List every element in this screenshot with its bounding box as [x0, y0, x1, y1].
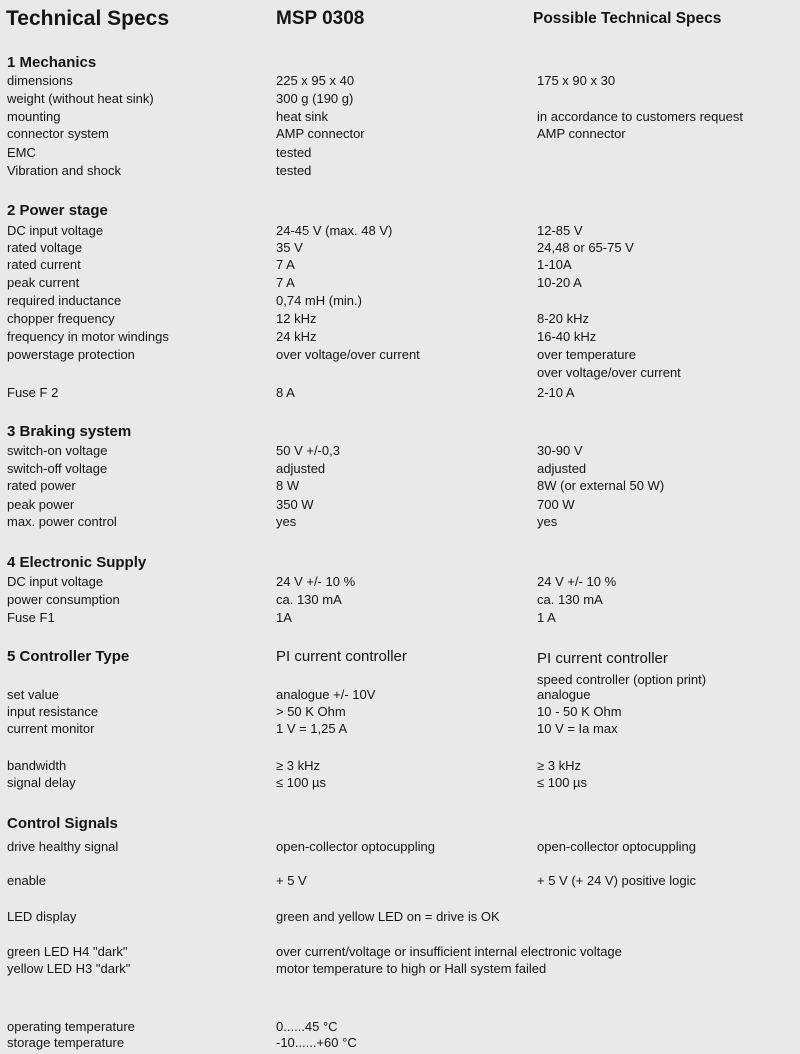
- spec-label: max. power control: [7, 514, 117, 529]
- spec-label: operating temperature: [7, 1019, 135, 1034]
- msp-value: 0,74 mH (min.): [276, 293, 362, 308]
- possible-value: AMP connector: [537, 126, 626, 141]
- msp-value: yes: [276, 514, 297, 529]
- spec-label: weight (without heat sink): [7, 91, 154, 106]
- msp-value: 24-45 V (max. 48 V): [276, 223, 393, 238]
- spec-label: dimensions: [7, 73, 73, 88]
- msp-value: > 50 K Ohm: [276, 704, 346, 719]
- msp-value: heat sink: [276, 109, 329, 124]
- page-title: Technical Specs: [6, 7, 170, 30]
- spec-label: EMC: [7, 145, 36, 160]
- possible-value: 1 A: [537, 610, 556, 625]
- possible-value: 24,48 or 65-75 V: [537, 240, 634, 255]
- msp-value: 24 kHz: [276, 329, 317, 344]
- spec-label: rated current: [7, 257, 81, 272]
- spec-label: powerstage protection: [7, 347, 135, 362]
- msp-value: 225 x 95 x 40: [276, 73, 355, 88]
- spec-label: enable: [7, 873, 47, 888]
- spec-label: switch-on voltage: [7, 443, 108, 458]
- msp-value: -10......+60 °C: [276, 1035, 357, 1050]
- msp-value: + 5 V: [276, 873, 307, 888]
- possible-value: over temperature: [537, 347, 636, 362]
- spec-label: drive healthy signal: [7, 839, 119, 854]
- spec-label: switch-off voltage: [7, 461, 108, 476]
- msp-value: adjusted: [276, 461, 326, 476]
- possible-value: analogue: [537, 687, 591, 702]
- msp-value: 0......45 °C: [276, 1019, 338, 1034]
- spec-label: green LED H4 "dark": [7, 944, 128, 959]
- spec-label: Vibration and shock: [7, 163, 121, 178]
- possible-value: speed controller (option print): [537, 672, 707, 687]
- msp-value: 300 g (190 g): [276, 91, 354, 106]
- section-controller-type: 5 Controller Type: [7, 648, 130, 665]
- spec-label: rated voltage: [7, 240, 83, 255]
- possible-specs-column-header: Possible Technical Specs: [533, 10, 722, 27]
- msp-value: 8 W: [276, 478, 300, 493]
- spec-label: signal delay: [7, 775, 76, 790]
- spec-label: current monitor: [7, 721, 95, 736]
- msp-value: 12 kHz: [276, 311, 317, 326]
- spec-label: rated power: [7, 478, 76, 493]
- msp-value: over current/voltage or insufficient internal electronic voltage: [276, 944, 622, 959]
- msp-value: 1A: [276, 610, 292, 625]
- msp-value: 7 A: [276, 275, 295, 290]
- spec-label: DC input voltage: [7, 223, 104, 238]
- msp-value: 350 W: [276, 497, 314, 512]
- possible-value: open-collector optocuppling: [537, 839, 696, 854]
- msp-value: ≥ 3 kHz: [276, 758, 320, 773]
- section-electronic-supply: 4 Electronic Supply: [7, 554, 147, 571]
- possible-value: 10 V = Ia max: [537, 721, 618, 736]
- spec-label: connector system: [7, 126, 109, 141]
- spec-label: Fuse F1: [7, 610, 55, 625]
- msp-value: motor temperature to high or Hall system failed: [276, 961, 547, 976]
- spec-label: DC input voltage: [7, 574, 104, 589]
- possible-value: yes: [537, 514, 558, 529]
- controller-type-msp: PI current controller: [276, 648, 407, 665]
- spec-label: peak power: [7, 497, 75, 512]
- possible-value: adjusted: [537, 461, 587, 476]
- msp-value: 35 V: [276, 240, 303, 255]
- spec-label: peak current: [7, 275, 80, 290]
- possible-value: 175 x 90 x 30: [537, 73, 616, 88]
- spec-label: power consumption: [7, 592, 120, 607]
- possible-value: 10-20 A: [537, 275, 582, 290]
- msp-value: 24 V +/- 10 %: [276, 574, 356, 589]
- msp-value: analogue +/- 10V: [276, 687, 376, 702]
- spec-label: yellow LED H3 "dark": [7, 961, 131, 976]
- msp-value: tested: [276, 163, 312, 178]
- msp-value: 7 A: [276, 257, 295, 272]
- msp-value: over voltage/over current: [276, 347, 420, 362]
- possible-value: ca. 130 mA: [537, 592, 603, 607]
- msp-value: ≤ 100 µs: [276, 775, 327, 790]
- spec-label: input resistance: [7, 704, 99, 719]
- possible-value: 700 W: [537, 497, 575, 512]
- controller-type-possible: PI current controller: [537, 650, 668, 667]
- spec-label: chopper frequency: [7, 311, 115, 326]
- possible-value: over voltage/over current: [537, 365, 681, 380]
- spec-label: LED display: [7, 909, 77, 924]
- section-power-stage: 2 Power stage: [7, 202, 108, 219]
- msp-value: 8 A: [276, 385, 295, 400]
- possible-value: + 5 V (+ 24 V) positive logic: [537, 873, 696, 888]
- spec-label: storage temperature: [7, 1035, 125, 1050]
- possible-value: 30-90 V: [537, 443, 583, 458]
- possible-value: 16-40 kHz: [537, 329, 597, 344]
- msp-value: AMP connector: [276, 126, 365, 141]
- section-control-signals: Control Signals: [7, 815, 118, 832]
- spec-label: required inductance: [7, 293, 122, 308]
- spec-label: mounting: [7, 109, 61, 124]
- possible-value: 2-10 A: [537, 385, 575, 400]
- model-column-header: MSP 0308: [276, 8, 365, 29]
- possible-value: 24 V +/- 10 %: [537, 574, 617, 589]
- possible-value: 1-10A: [537, 257, 572, 272]
- msp-value: 50 V +/-0,3: [276, 443, 340, 458]
- possible-value: in accordance to customers request: [537, 109, 743, 124]
- spec-label: bandwidth: [7, 758, 67, 773]
- msp-value: 1 V = 1,25 A: [276, 721, 348, 736]
- possible-value: 12-85 V: [537, 223, 583, 238]
- possible-value: ≥ 3 kHz: [537, 758, 581, 773]
- msp-value: tested: [276, 145, 312, 160]
- section-mechanics: 1 Mechanics: [7, 54, 97, 71]
- msp-value: ca. 130 mA: [276, 592, 342, 607]
- spec-label: frequency in motor windings: [7, 329, 169, 344]
- possible-value: 8W (or external 50 W): [537, 478, 665, 493]
- msp-value: open-collector optocuppling: [276, 839, 435, 854]
- possible-value: 8-20 kHz: [537, 311, 590, 326]
- spec-label: set value: [7, 687, 60, 702]
- possible-value: 10 - 50 K Ohm: [537, 704, 622, 719]
- spec-label: Fuse F 2: [7, 385, 59, 400]
- msp-value: green and yellow LED on = drive is OK: [276, 909, 500, 924]
- possible-value: ≤ 100 µs: [537, 775, 588, 790]
- section-braking-system: 3 Braking system: [7, 423, 132, 440]
